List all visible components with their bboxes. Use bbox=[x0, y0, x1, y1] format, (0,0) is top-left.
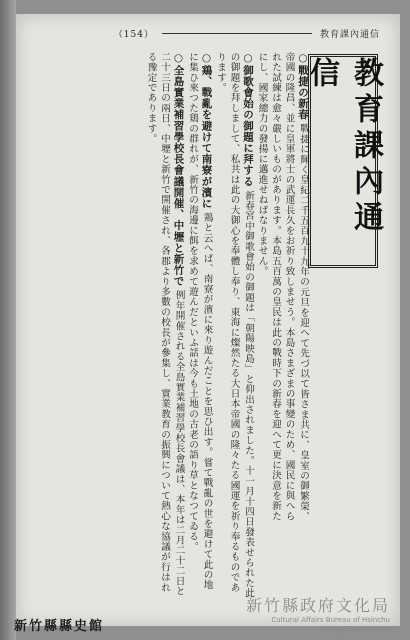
section-4 bbox=[144, 52, 186, 600]
page-header bbox=[114, 26, 380, 40]
section-title: ○鶏、戰亂を避けて南寮が濱に bbox=[200, 52, 213, 209]
watermark-english-1: Cultural Affairs Bureau of Hsinchu bbox=[271, 616, 390, 624]
article-body bbox=[30, 52, 386, 600]
document-page bbox=[16, 14, 400, 626]
section-3 bbox=[186, 52, 214, 600]
section-title: ○御歌會始の御題に拜する bbox=[242, 52, 254, 187]
section-1 bbox=[255, 52, 310, 524]
archive-logo: 新竹縣縣史館 bbox=[14, 619, 105, 634]
section-text: 例年開催される全島實業補習學校長會議は、本年は二月二十二日と二十三日の兩日、中壢と新竹で開催され、各郡より多數の校長が參集し、實業教育の振興について熱心な協議が行はれる豫定であります。 bbox=[145, 52, 185, 597]
page-header-number: （154） bbox=[113, 29, 154, 40]
header-rule bbox=[162, 33, 312, 34]
section-text: 新春宮中御歌會始の御題は「朝陽映島」と仰出されました。十一月十四日發表せられた此の御題を拜しまして、私共は此の大御心を奉體し奉り、東海に燦然たる大日本帝國の隆々たる國運を祈り奉るものであります。 bbox=[215, 52, 254, 599]
section-2 bbox=[214, 52, 256, 600]
section-text: 戰捷に輝く皇紀二千五百九十九年の元旦を迎へて先づ以て皆さま共に、皇室の御繁榮、帝國の隆昌、並に皇軍將士の武運長久をお祈り致しませう。本島さまざまの事變のため、國民に與へられた試練は愈々嚴しいものがあります。本島五百萬の皇民は此の戰時下の新春を迎へて更に決意を新たにし、國家總力の發揚に邁進せねばなりません。 bbox=[256, 52, 309, 522]
watermark-chinese: 新竹縣政府文化局 bbox=[245, 596, 390, 615]
article-heading: 教育課內通信 bbox=[304, 57, 383, 237]
section-text: 鶏と云へば、南寮が濱に來り遊んだことを思ひ出す。嘗て戰亂の世を避けて此の地に集ひ來つた鶏の群れが、新竹の海邊に餌を求めて遊んだといふ話は今も土地の古老の語り草となつてゐる。 bbox=[187, 52, 213, 590]
page-header-title: 教育課內通信 bbox=[319, 29, 380, 40]
watermark bbox=[246, 593, 390, 634]
section-title: ○戰捷の新春 bbox=[297, 52, 309, 121]
watermark-english-2: County Government bbox=[319, 625, 390, 633]
section-title: ○全島實業補習學校長會議開催、中壢と新竹で bbox=[172, 52, 185, 287]
book-spine bbox=[0, 0, 16, 640]
